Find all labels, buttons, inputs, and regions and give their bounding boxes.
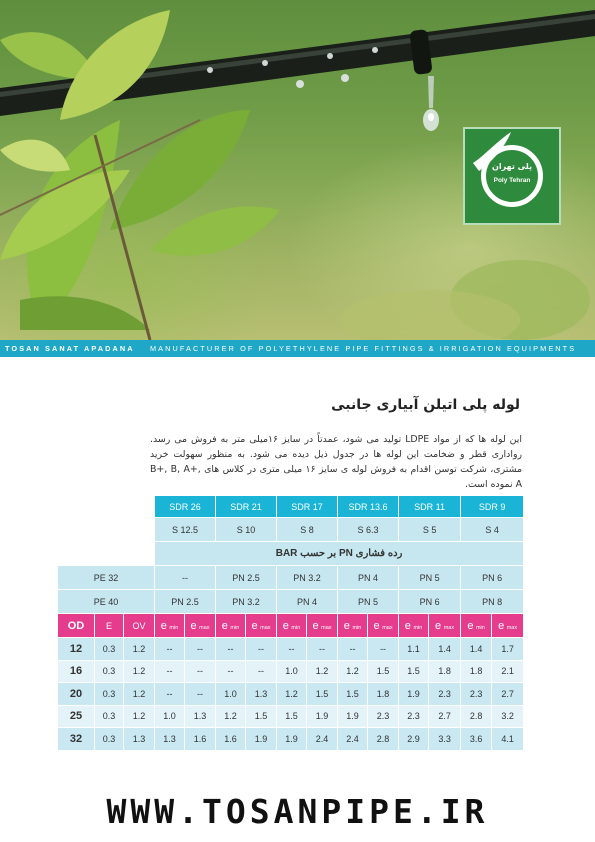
header-min-label: min [169, 624, 179, 631]
header-e: E [95, 614, 124, 638]
row-value: 1.5 [399, 660, 429, 683]
pe32-cell: PN 5 [399, 566, 461, 590]
row-value: 1.5 [277, 705, 307, 728]
sdr-blank-cell [58, 496, 155, 518]
table-row [58, 683, 524, 706]
pressure-class-row [58, 542, 524, 566]
row-od: 32 [58, 728, 95, 751]
row-e: 0.3 [95, 683, 124, 706]
row-value: 3.2 [492, 705, 524, 728]
sdr-row [58, 496, 524, 518]
pe32-label: PE 32 [58, 566, 155, 590]
row-value: 2.4 [338, 728, 368, 751]
row-od: 20 [58, 683, 95, 706]
row-e: 0.3 [95, 728, 124, 751]
row-value: 1.9 [277, 728, 307, 751]
article-paragraph-text: این لوله ها که از مواد LDPE تولید می شود، عمدتاً در سایز ۱۶میلی متر به فروش می رسد. رواداری قطر و ضخامت این لوله ها در جدول ذیل دیده می شود. به منظور سهولت خرید مشتری، شرکت توسن اقدام به فروش لوله ی سایز ۱۶ میلی متری در کلاس های B+, B, A+, A نموده است. [150, 434, 522, 490]
row-value: 2.3 [368, 705, 399, 728]
row-value: -- [307, 638, 338, 661]
header-max-label: max [199, 624, 210, 631]
header-e-min [338, 614, 368, 638]
pe40-cell: PN 2.5 [155, 590, 216, 614]
row-value: 1.9 [307, 705, 338, 728]
row-value: 2.7 [492, 683, 524, 706]
s-cell: S 5 [399, 518, 461, 542]
row-value: 1.3 [185, 705, 216, 728]
header-max-label: max [260, 624, 271, 631]
row-e: 0.3 [95, 705, 124, 728]
row-value: -- [216, 660, 246, 683]
header-max-label: max [506, 624, 518, 631]
logo-text-en: Poly Tehran [493, 177, 531, 184]
table-row [58, 660, 524, 683]
header-e-letter: e [160, 619, 167, 632]
header-e-min [155, 614, 185, 638]
pe32-cell: PN 4 [338, 566, 399, 590]
header-e-max [246, 614, 277, 638]
row-value: 3.3 [429, 728, 461, 751]
row-value: 2.9 [399, 728, 429, 751]
pe40-label: PE 40 [58, 590, 155, 614]
row-value: 2.8 [368, 728, 399, 751]
pe32-cell: PN 2.5 [216, 566, 277, 590]
row-value: 1.7 [492, 638, 524, 661]
sdr-cell: SDR 21 [216, 496, 277, 518]
row-value: 1.9 [399, 683, 429, 706]
row-value: 2.3 [461, 683, 492, 706]
row-value: -- [185, 683, 216, 706]
header-min-label: min [230, 624, 240, 631]
row-value: 2.4 [307, 728, 338, 751]
row-od: 25 [58, 705, 95, 728]
article-title: لوله پلی اتیلن آبیاری جانبی [331, 397, 520, 413]
row-od: 12 [58, 638, 95, 661]
row-value: 1.2 [216, 705, 246, 728]
header-e-max [368, 614, 399, 638]
sdr-cell: SDR 17 [277, 496, 338, 518]
sdr-cell: SDR 13.6 [338, 496, 399, 518]
header-e-letter: e [221, 619, 228, 632]
s-cell: S 6.3 [338, 518, 399, 542]
row-od: 16 [58, 660, 95, 683]
company-banner [0, 340, 595, 357]
logo-text-fa: پلی تهران [492, 162, 532, 171]
s-cell: S 10 [216, 518, 277, 542]
row-value: 1.0 [277, 660, 307, 683]
header-ov: OV [124, 614, 155, 638]
header-e-min [461, 614, 492, 638]
header-e-letter: e [498, 619, 505, 632]
pe32-row [58, 566, 524, 590]
header-e-letter: e [404, 619, 411, 632]
row-ov: 1.2 [124, 683, 155, 706]
header-e-letter: e [251, 619, 258, 632]
pe40-cell: PN 6 [399, 590, 461, 614]
row-value: 1.5 [307, 683, 338, 706]
header-e-letter: e [343, 619, 350, 632]
row-value: 4.1 [492, 728, 524, 751]
row-value: -- [185, 660, 216, 683]
header-e-letter: e [190, 619, 197, 632]
row-value: 1.1 [399, 638, 429, 661]
pe32-cell: PN 3.2 [277, 566, 338, 590]
table-row [58, 638, 524, 661]
s-cell: S 4 [461, 518, 524, 542]
row-value: 1.8 [429, 660, 461, 683]
pipe-spec-table [57, 495, 524, 751]
header-e-letter: e [282, 619, 289, 632]
row-value: 1.2 [338, 660, 368, 683]
row-ov: 1.2 [124, 705, 155, 728]
s-blank-cell [58, 518, 155, 542]
row-value: 1.4 [429, 638, 461, 661]
header-min-label: min [291, 624, 301, 631]
pe40-cell: PN 5 [338, 590, 399, 614]
table-row [58, 705, 524, 728]
hero-photo [0, 0, 595, 340]
logo-swoosh-icon [465, 129, 515, 177]
header-e-letter: e [312, 619, 319, 632]
pe40-cell: PN 8 [461, 590, 524, 614]
row-ov: 1.3 [124, 728, 155, 751]
row-value: -- [246, 660, 277, 683]
row-value: 3.6 [461, 728, 492, 751]
pe40-cell: PN 4 [277, 590, 338, 614]
row-value: 2.7 [429, 705, 461, 728]
row-value: 1.2 [307, 660, 338, 683]
sdr-cell: SDR 11 [399, 496, 461, 518]
row-value: 1.9 [246, 728, 277, 751]
row-value: -- [338, 638, 368, 661]
row-value: 1.0 [155, 705, 185, 728]
row-value: 1.2 [277, 683, 307, 706]
table-header-row [58, 614, 524, 638]
s-row [58, 518, 524, 542]
s-cell: S 12.5 [155, 518, 216, 542]
row-value: 1.8 [368, 683, 399, 706]
table-row [58, 728, 524, 751]
row-value: 1.6 [216, 728, 246, 751]
row-value: 1.5 [338, 683, 368, 706]
banner-tagline: MANUFACTURER OF POLYETHYLENE PIPE FITTINGS & IRRIGATION EQUIPMENTS [150, 344, 577, 353]
row-value: -- [246, 638, 277, 661]
website-url[interactable]: WWW.TOSANPIPE.IR [106, 792, 489, 831]
header-e-min [399, 614, 429, 638]
row-value: 2.3 [429, 683, 461, 706]
row-value: 1.8 [461, 660, 492, 683]
poly-tehran-logo [463, 127, 561, 225]
row-ov: 1.2 [124, 638, 155, 661]
s-cell: S 8 [277, 518, 338, 542]
row-value: -- [216, 638, 246, 661]
pe32-cell: -- [155, 566, 216, 590]
row-value: 1.4 [461, 638, 492, 661]
pe32-cell: PN 6 [461, 566, 524, 590]
banner-company: TOSAN SANAT APADANA [5, 344, 135, 353]
row-value: 1.9 [338, 705, 368, 728]
header-e-min [216, 614, 246, 638]
sdr-cell: SDR 9 [461, 496, 524, 518]
row-value: 1.3 [155, 728, 185, 751]
row-value: 2.8 [461, 705, 492, 728]
header-e-max [307, 614, 338, 638]
row-value: 1.6 [185, 728, 216, 751]
row-value: -- [155, 683, 185, 706]
row-value: -- [368, 638, 399, 661]
header-min-label: min [413, 624, 423, 631]
row-value: 2.3 [399, 705, 429, 728]
row-value: 1.5 [246, 705, 277, 728]
article-paragraph [150, 432, 522, 492]
header-max-label: max [443, 624, 455, 631]
header-e-max [185, 614, 216, 638]
row-value: 1.3 [246, 683, 277, 706]
header-max-label: max [382, 624, 393, 631]
header-e-letter: e [435, 619, 442, 632]
table-body [58, 638, 524, 751]
header-min-label: min [475, 624, 485, 631]
row-value: -- [155, 660, 185, 683]
header-e-letter: e [373, 619, 380, 632]
row-value: -- [277, 638, 307, 661]
header-max-label: max [321, 624, 332, 631]
row-value: 1.5 [368, 660, 399, 683]
row-e: 0.3 [95, 660, 124, 683]
sdr-cell: SDR 26 [155, 496, 216, 518]
header-e-max [429, 614, 461, 638]
row-value: 2.1 [492, 660, 524, 683]
row-e: 0.3 [95, 638, 124, 661]
row-value: 1.0 [216, 683, 246, 706]
header-min-label: min [352, 624, 362, 631]
header-e-max [492, 614, 524, 638]
pn-blank-cell [58, 542, 155, 566]
header-e-min [277, 614, 307, 638]
row-value: -- [185, 638, 216, 661]
row-ov: 1.2 [124, 660, 155, 683]
row-value: -- [155, 638, 185, 661]
pressure-class-title: رده فشاری PN بر حسب BAR [155, 542, 524, 566]
pe40-row [58, 590, 524, 614]
pe40-cell: PN 3.2 [216, 590, 277, 614]
header-od: OD [58, 614, 95, 638]
header-e-letter: e [467, 619, 474, 632]
